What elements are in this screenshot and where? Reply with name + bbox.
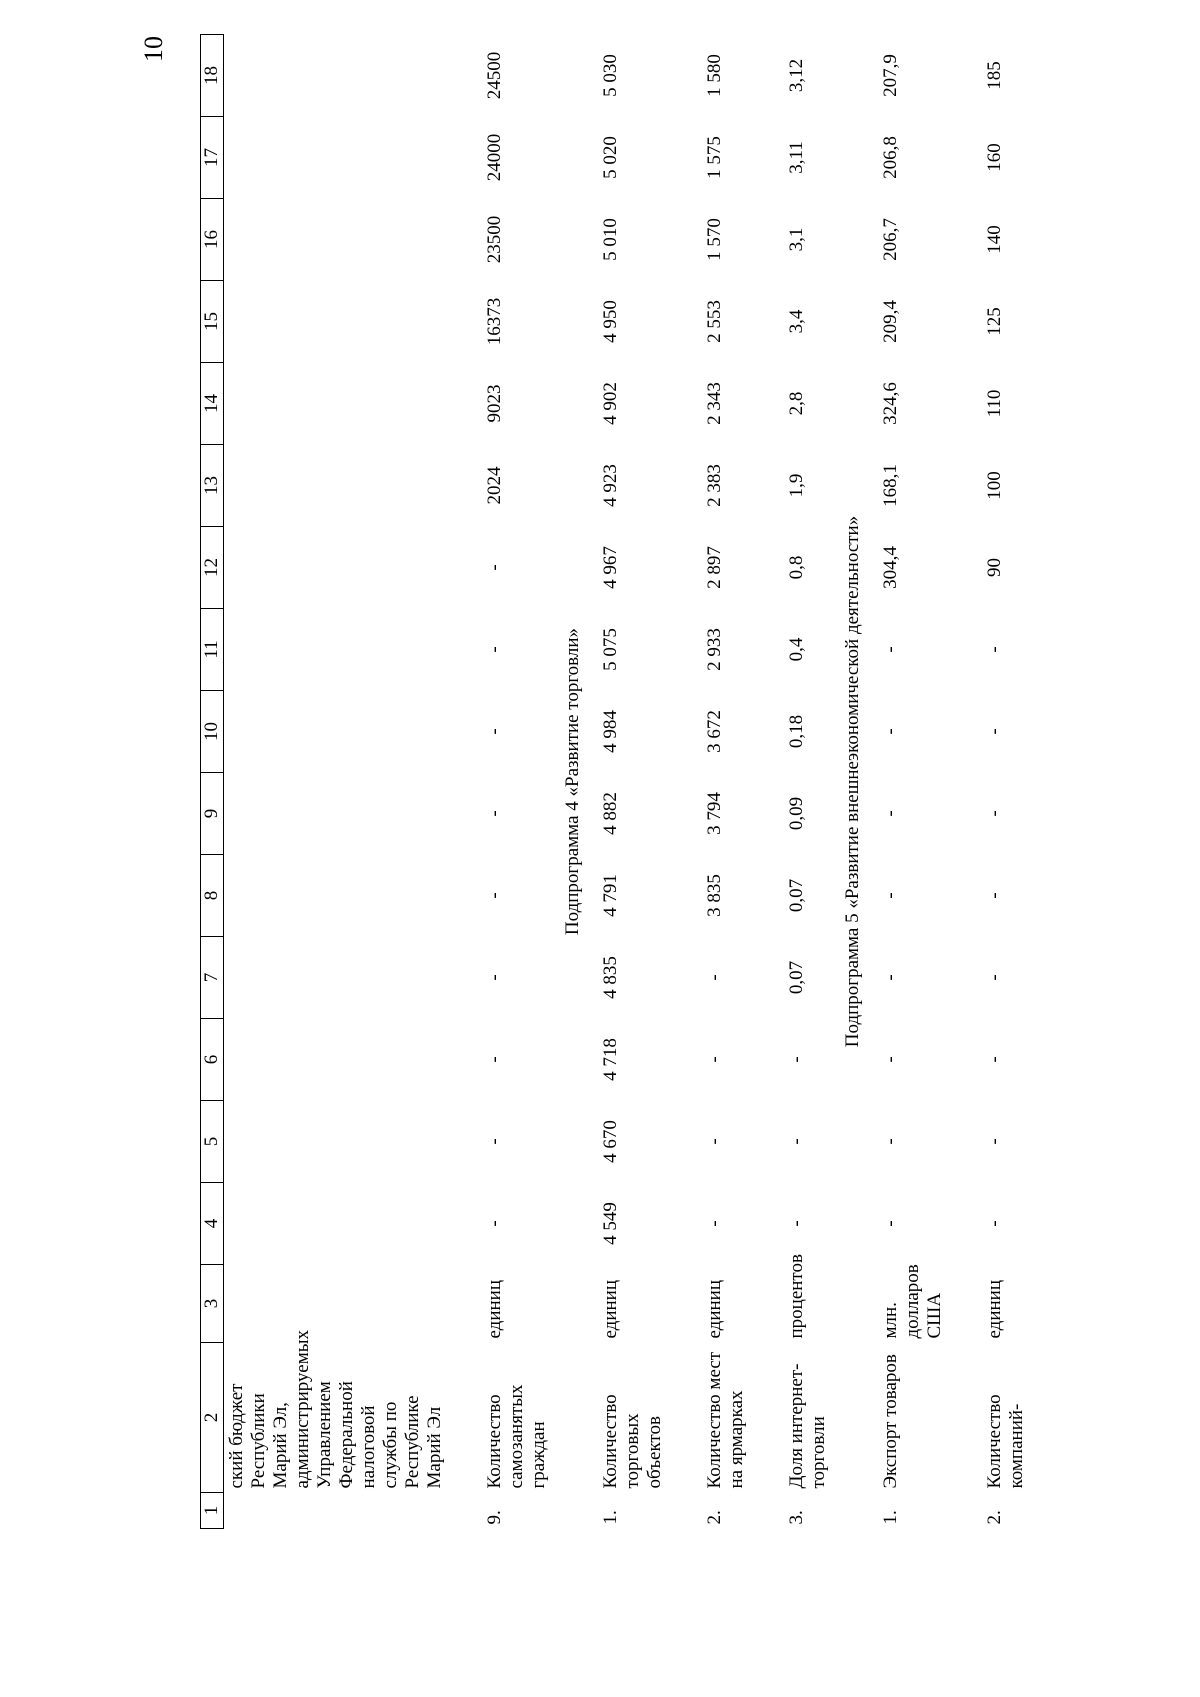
value-cell: - bbox=[704, 1138, 725, 1145]
indicator-name: Количество самозанятых граждан bbox=[484, 1384, 549, 1489]
spacer-cell bbox=[948, 35, 982, 1529]
value-cell: 0,8 bbox=[786, 555, 807, 580]
unit: единиц bbox=[600, 1279, 621, 1339]
header-cell-4: 4 bbox=[201, 1183, 224, 1265]
header-cell-13: 13 bbox=[201, 445, 224, 527]
value-cell: 90 bbox=[984, 558, 1005, 577]
value-cell: 206,7 bbox=[880, 218, 901, 261]
value-cell: - bbox=[484, 728, 505, 735]
header-cell-17: 17 bbox=[201, 117, 224, 199]
value-cell: 4 923 bbox=[600, 464, 621, 507]
header-cell-8: 8 bbox=[201, 855, 224, 937]
value-cell: 206,8 bbox=[880, 136, 901, 179]
value-cell: - bbox=[786, 1056, 807, 1063]
value-cell: - bbox=[484, 646, 505, 653]
value-cell: 4 549 bbox=[600, 1202, 621, 1245]
unit: единиц bbox=[484, 1279, 505, 1339]
header-cell-9: 9 bbox=[201, 773, 224, 855]
value-cell: 0,4 bbox=[786, 637, 807, 662]
unit: млн. долларов США bbox=[880, 1264, 945, 1339]
value-cell bbox=[224, 35, 449, 117]
row-number: 2. bbox=[704, 1510, 725, 1525]
value-cell: - bbox=[984, 646, 1005, 653]
value-cell: - bbox=[484, 1220, 505, 1227]
section-row bbox=[832, 35, 878, 1529]
header-cell-2: 2 bbox=[201, 1343, 224, 1493]
value-cell: 3,12 bbox=[786, 58, 807, 93]
value-cell: - bbox=[984, 1138, 1005, 1145]
value-cell: 2 933 bbox=[704, 628, 725, 671]
header-cell-5: 5 bbox=[201, 1101, 224, 1183]
value-cell: 140 bbox=[984, 225, 1005, 254]
value-cell: 125 bbox=[984, 307, 1005, 336]
value-cell: - bbox=[880, 728, 901, 735]
value-cell: 24000 bbox=[484, 133, 505, 182]
value-cell: 2 553 bbox=[704, 300, 725, 343]
value-cell: - bbox=[484, 1138, 505, 1145]
value-cell: - bbox=[880, 810, 901, 817]
value-cell: 4 950 bbox=[600, 300, 621, 343]
table-body bbox=[224, 35, 1031, 1529]
indicator-name: Количество компаний- bbox=[984, 1394, 1027, 1489]
table-row bbox=[224, 35, 449, 1529]
rotated-table-container bbox=[200, 35, 1200, 1529]
value-cell: 4 984 bbox=[600, 710, 621, 753]
value-cell bbox=[224, 773, 449, 855]
header-cell-6: 6 bbox=[201, 1019, 224, 1101]
header-cell-16: 16 bbox=[201, 199, 224, 281]
unit bbox=[224, 1265, 449, 1343]
value-cell: - bbox=[984, 810, 1005, 817]
value-cell: - bbox=[704, 1220, 725, 1227]
value-cell: 4 718 bbox=[600, 1038, 621, 1081]
table-row bbox=[482, 35, 552, 1529]
value-cell: 1 570 bbox=[704, 218, 725, 261]
header-cell-3: 3 bbox=[201, 1265, 224, 1343]
unit: единиц bbox=[704, 1279, 725, 1339]
value-cell: 3,11 bbox=[786, 141, 807, 174]
value-cell: - bbox=[484, 810, 505, 817]
value-cell: 3 672 bbox=[704, 710, 725, 753]
row-number: 1. bbox=[600, 1510, 621, 1525]
table-row bbox=[784, 35, 832, 1529]
value-cell: 5 075 bbox=[600, 628, 621, 671]
table-row bbox=[702, 35, 750, 1529]
value-cell: - bbox=[786, 1220, 807, 1227]
value-cell: 4 967 bbox=[600, 546, 621, 589]
value-cell: - bbox=[880, 892, 901, 899]
page-number: 10 bbox=[139, 36, 168, 62]
value-cell: - bbox=[704, 1056, 725, 1063]
value-cell: 23500 bbox=[484, 215, 505, 264]
value-cell bbox=[224, 363, 449, 445]
value-cell: 160 bbox=[984, 143, 1005, 172]
indicator-name: Количество мест на ярмарках bbox=[704, 1351, 747, 1489]
value-cell: 3 794 bbox=[704, 792, 725, 835]
value-cell: 5 030 bbox=[600, 54, 621, 97]
table-row bbox=[598, 35, 668, 1529]
value-cell: 4 670 bbox=[600, 1120, 621, 1163]
value-cell: 324,6 bbox=[880, 382, 901, 425]
value-cell: - bbox=[704, 974, 725, 981]
value-cell bbox=[224, 1183, 449, 1265]
value-cell: 0,09 bbox=[786, 796, 807, 831]
value-cell: 4 882 bbox=[600, 792, 621, 835]
header-cell-18: 18 bbox=[201, 35, 224, 117]
value-cell: - bbox=[484, 892, 505, 899]
value-cell: 16373 bbox=[484, 297, 505, 346]
value-cell: - bbox=[880, 1220, 901, 1227]
row-number: 2. bbox=[984, 1510, 1005, 1525]
value-cell: - bbox=[484, 564, 505, 571]
value-cell: 110 bbox=[984, 389, 1005, 418]
value-cell: - bbox=[880, 1138, 901, 1145]
value-cell bbox=[224, 527, 449, 609]
value-cell bbox=[224, 937, 449, 1019]
section-title: Подпрограмма 5 «Развитие внешнеэкономической деятельности» bbox=[842, 515, 863, 1048]
value-cell: 2 897 bbox=[704, 546, 725, 589]
value-cell: 0,07 bbox=[786, 960, 807, 995]
value-cell bbox=[224, 445, 449, 527]
value-cell: 2 343 bbox=[704, 382, 725, 425]
value-cell: 4 791 bbox=[600, 874, 621, 917]
value-cell: 304,4 bbox=[880, 546, 901, 589]
value-cell: - bbox=[880, 974, 901, 981]
header-cell-7: 7 bbox=[201, 937, 224, 1019]
value-cell: 4 835 bbox=[600, 956, 621, 999]
row-spacer bbox=[750, 35, 784, 1529]
value-cell bbox=[224, 855, 449, 937]
row-number bbox=[224, 1493, 449, 1529]
header-cell-1: 1 bbox=[201, 1493, 224, 1529]
value-cell: - bbox=[984, 728, 1005, 735]
header-cell-11: 11 bbox=[201, 609, 224, 691]
header-cell-15: 15 bbox=[201, 281, 224, 363]
table-row bbox=[982, 35, 1030, 1529]
value-cell: - bbox=[786, 1138, 807, 1145]
unit: единиц bbox=[984, 1279, 1005, 1339]
value-cell: 24500 bbox=[484, 51, 505, 100]
row-spacer bbox=[948, 35, 982, 1529]
row-spacer bbox=[448, 35, 482, 1529]
unit: процентов bbox=[786, 1254, 807, 1339]
value-cell: 5 020 bbox=[600, 136, 621, 179]
indicator-name: ский бюджет Республики Марий Эл, администрируемых Управлением Федеральной налоговой службы по Республике Марий Эл bbox=[226, 1330, 445, 1489]
table-row bbox=[878, 35, 948, 1529]
value-cell: 168,1 bbox=[880, 464, 901, 507]
spacer-cell bbox=[448, 35, 482, 1529]
value-cell: 3,4 bbox=[786, 309, 807, 334]
value-cell bbox=[224, 609, 449, 691]
value-cell: 4 902 bbox=[600, 382, 621, 425]
header-cell-14: 14 bbox=[201, 363, 224, 445]
value-cell: 0,07 bbox=[786, 878, 807, 913]
section-row bbox=[552, 35, 598, 1529]
row-number: 1. bbox=[880, 1510, 901, 1525]
indicator-name: Экспорт товаров bbox=[880, 1354, 901, 1489]
value-cell: 209,4 bbox=[880, 300, 901, 343]
value-cell bbox=[224, 117, 449, 199]
spacer-cell bbox=[668, 35, 702, 1529]
value-cell: - bbox=[484, 1056, 505, 1063]
row-spacer bbox=[668, 35, 702, 1529]
value-cell bbox=[224, 281, 449, 363]
value-cell: 2024 bbox=[484, 466, 505, 505]
value-cell: 5 010 bbox=[600, 218, 621, 261]
value-cell: 0,18 bbox=[786, 714, 807, 749]
value-cell bbox=[224, 199, 449, 281]
value-cell: 100 bbox=[984, 471, 1005, 500]
indicators-table bbox=[200, 34, 1030, 1529]
row-number: 3. bbox=[786, 1510, 807, 1525]
value-cell: - bbox=[984, 1220, 1005, 1227]
value-cell: 2 383 bbox=[704, 464, 725, 507]
value-cell: 185 bbox=[984, 61, 1005, 90]
value-cell: 207,9 bbox=[880, 54, 901, 97]
section-title: Подпрограмма 4 «Развитие торговли» bbox=[562, 627, 583, 936]
value-cell: - bbox=[984, 974, 1005, 981]
value-cell: - bbox=[984, 1056, 1005, 1063]
value-cell: 9023 bbox=[484, 384, 505, 423]
spacer-cell bbox=[750, 35, 784, 1529]
value-cell bbox=[224, 1019, 449, 1101]
indicator-name: Количество торговых объектов bbox=[600, 1394, 665, 1489]
value-cell: 3 835 bbox=[704, 874, 725, 917]
indicator-name: Доля интернет-торговли bbox=[786, 1363, 829, 1489]
value-cell: 1 575 bbox=[704, 136, 725, 179]
row-number: 9. bbox=[484, 1510, 505, 1525]
value-cell bbox=[224, 1101, 449, 1183]
value-cell bbox=[224, 691, 449, 773]
value-cell: - bbox=[880, 1056, 901, 1063]
value-cell: - bbox=[484, 974, 505, 981]
header-cell-10: 10 bbox=[201, 691, 224, 773]
value-cell: 1 580 bbox=[704, 54, 725, 97]
value-cell: - bbox=[984, 892, 1005, 899]
header-row bbox=[201, 35, 224, 1529]
value-cell: - bbox=[880, 646, 901, 653]
value-cell: 3,1 bbox=[786, 227, 807, 252]
value-cell: 1,9 bbox=[786, 473, 807, 498]
value-cell: 2,8 bbox=[786, 391, 807, 416]
header-cell-12: 12 bbox=[201, 527, 224, 609]
